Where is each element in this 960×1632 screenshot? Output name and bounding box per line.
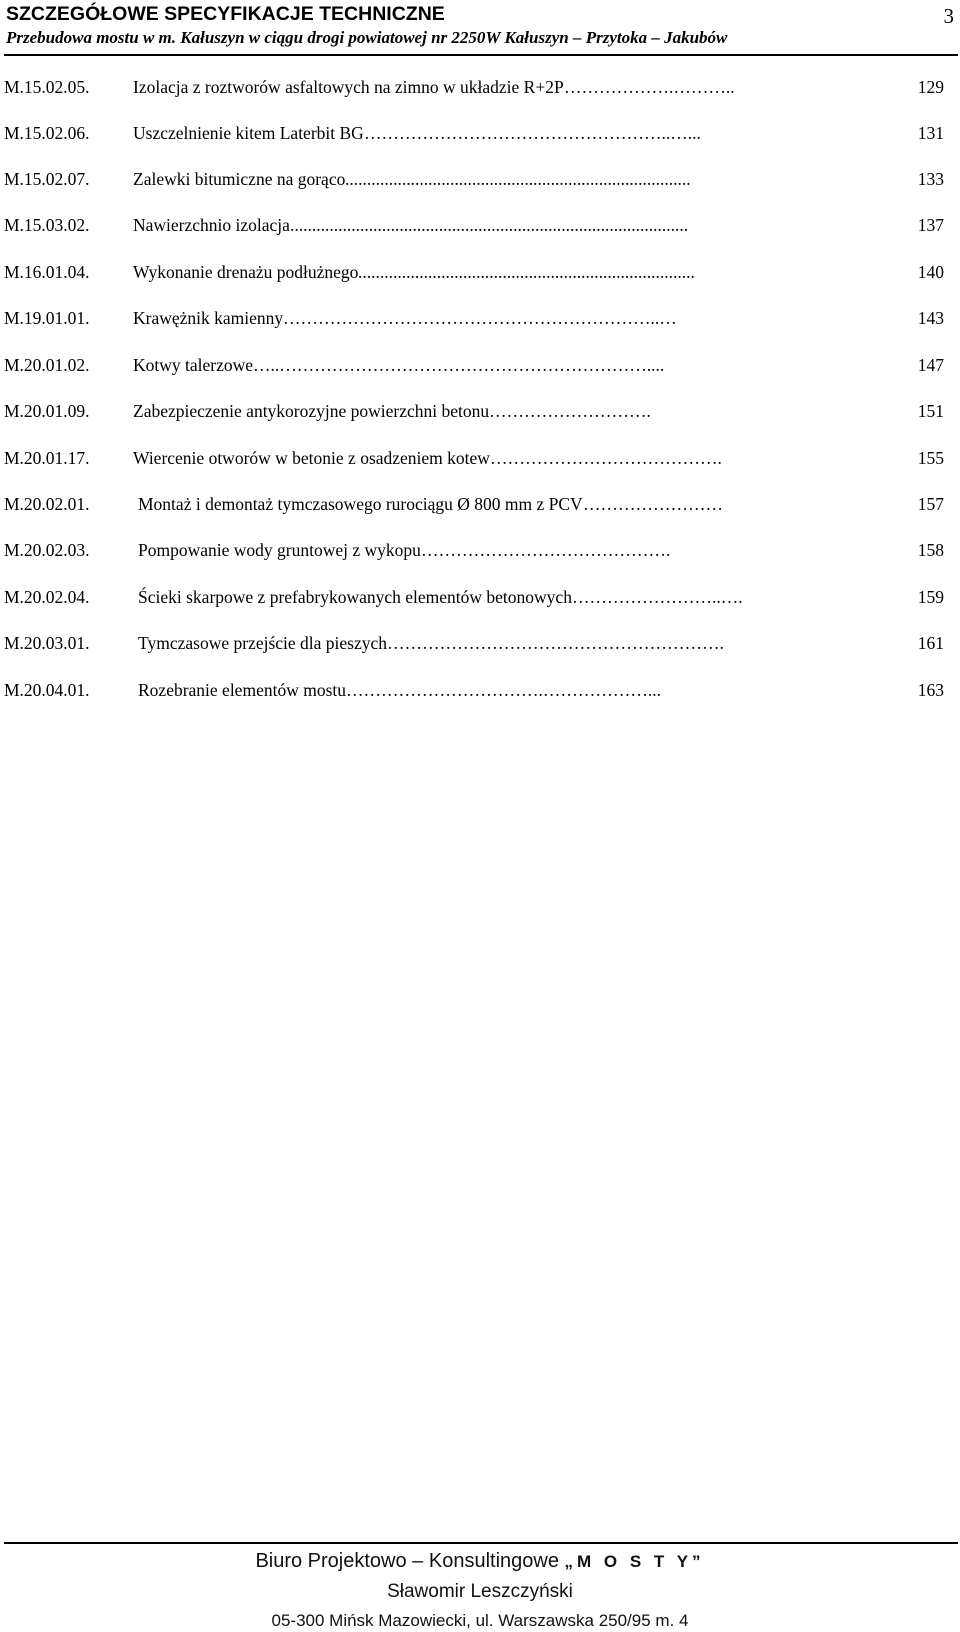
toc-title: Rozebranie elementów mostu — [138, 680, 346, 700]
footer-office: Biuro Projektowo – Konsultingowe — [255, 1550, 559, 1572]
toc-leader: …………………… — [583, 494, 723, 514]
toc-page-number: 155 — [917, 448, 944, 468]
toc-entry — [4, 582, 944, 612]
toc-page-number: 140 — [917, 262, 944, 282]
toc-code: M.20.01.17. — [4, 448, 90, 468]
toc-page-number: 133 — [917, 169, 944, 189]
document-title: SZCZEGÓŁOWE SPECYFIKACJE TECHNICZNE — [6, 3, 445, 25]
toc-code: M.15.02.07. — [4, 169, 90, 189]
toc-entry — [4, 535, 944, 565]
toc-entry — [4, 210, 944, 240]
toc-title: Nawierzchnio izolacja — [133, 215, 290, 235]
toc-code: M.20.04.01. — [4, 680, 90, 700]
toc-leader: …..……………………………………………………….... — [253, 355, 665, 375]
toc-code: M.16.01.04. — [4, 262, 90, 282]
toc-page-number: 157 — [917, 494, 944, 514]
toc-title: Zabezpieczenie antykorozyjne powierzchni betonu — [133, 401, 490, 421]
toc-entry — [4, 489, 944, 519]
toc-code: M.15.02.05. — [4, 77, 90, 97]
document-subtitle: Przebudowa mostu w m. Kałuszyn w ciągu drogi powiatowej nr 2250W Kałuszyn – Przytoka – Jakubów — [6, 28, 728, 47]
toc-leader: …………………………………. — [490, 448, 722, 468]
toc-code: M.20.02.01. — [4, 494, 90, 514]
page-number: 3 — [943, 4, 954, 28]
toc-leader: ............................................................................. — [358, 262, 695, 282]
toc-code: M.19.01.01. — [4, 308, 90, 328]
toc-entry — [4, 164, 944, 194]
toc-title: Wykonanie drenażu podłużnego — [133, 262, 359, 282]
toc-page-number: 159 — [917, 587, 944, 607]
toc-title: Zalewki bitumiczne na gorąco — [133, 169, 346, 189]
toc-title: Kotwy talerzowe — [133, 355, 254, 375]
toc-title: Krawężnik kamienny — [133, 308, 284, 328]
toc-leader: ……………………..…. — [572, 587, 743, 607]
toc-page-number: 129 — [917, 77, 944, 97]
toc-code: M.20.02.04. — [4, 587, 90, 607]
toc-entry — [4, 350, 944, 380]
toc-leader: ……………………………………. — [421, 540, 671, 560]
toc-leader: …………………………….………………... — [346, 680, 661, 700]
toc-page-number: 163 — [917, 680, 944, 700]
toc-title: Wiercenie otworów w betonie z osadzeniem kotew — [133, 448, 490, 468]
toc-entry — [4, 72, 944, 102]
footer-brand: „M O S T Y” — [564, 1552, 705, 1571]
toc-page-number: 147 — [917, 355, 944, 375]
toc-leader: ………………………………………………………..… — [283, 308, 677, 328]
toc-title: Pompowanie wody gruntowej z wykopu — [138, 540, 421, 560]
footer-office-line — [0, 1548, 960, 1575]
toc-page-number: 158 — [917, 540, 944, 560]
toc-code: M.15.03.02. — [4, 215, 90, 235]
toc-title: Montaż i demontaż tymczasowego rurociągu Ø 800 mm z PCV — [138, 494, 583, 514]
toc-leader: …………………………………………………. — [387, 633, 724, 653]
footer-person: Sławomir Leszczyński — [387, 1581, 573, 1602]
toc-entry — [4, 118, 944, 148]
toc-leader: ……………….……….. — [564, 77, 735, 97]
toc-title: Ścieki skarpowe z prefabrykowanych elementów betonowych — [138, 587, 572, 607]
toc-leader: ……………………………………………..…... — [364, 123, 701, 143]
toc-entry — [4, 396, 944, 426]
toc-entry — [4, 443, 944, 473]
toc-page-number: 161 — [917, 633, 944, 653]
toc-code: M.20.02.03. — [4, 540, 90, 560]
toc-leader: ........................................................................................... — [290, 215, 689, 235]
toc-entry — [4, 675, 944, 705]
toc-page-number: 137 — [917, 215, 944, 235]
toc-leader: ............................................................................... — [345, 169, 691, 189]
toc-code: M.20.01.09. — [4, 401, 90, 421]
toc-entry — [4, 628, 944, 658]
toc-title: Uszczelnienie kitem Laterbit BG — [133, 123, 364, 143]
toc-title: Tymczasowe przejście dla pieszych — [138, 633, 388, 653]
toc-leader: ………………………. — [489, 401, 651, 421]
toc-entry — [4, 257, 944, 287]
toc-page-number: 143 — [917, 308, 944, 328]
footer-divider — [4, 1542, 958, 1544]
toc-code: M.20.01.02. — [4, 355, 90, 375]
toc-code: M.20.03.01. — [4, 633, 90, 653]
toc-code: M.15.02.06. — [4, 123, 90, 143]
header-divider — [4, 54, 958, 56]
toc-entry — [4, 303, 944, 333]
footer-address: 05-300 Mińsk Mazowiecki, ul. Warszawska 250/95 m. 4 — [271, 1611, 689, 1630]
toc-page-number: 151 — [917, 401, 944, 421]
toc-title: Izolacja z roztworów asfaltowych na zimno w układzie R+2P — [133, 77, 564, 97]
toc-page-number: 131 — [917, 123, 944, 143]
